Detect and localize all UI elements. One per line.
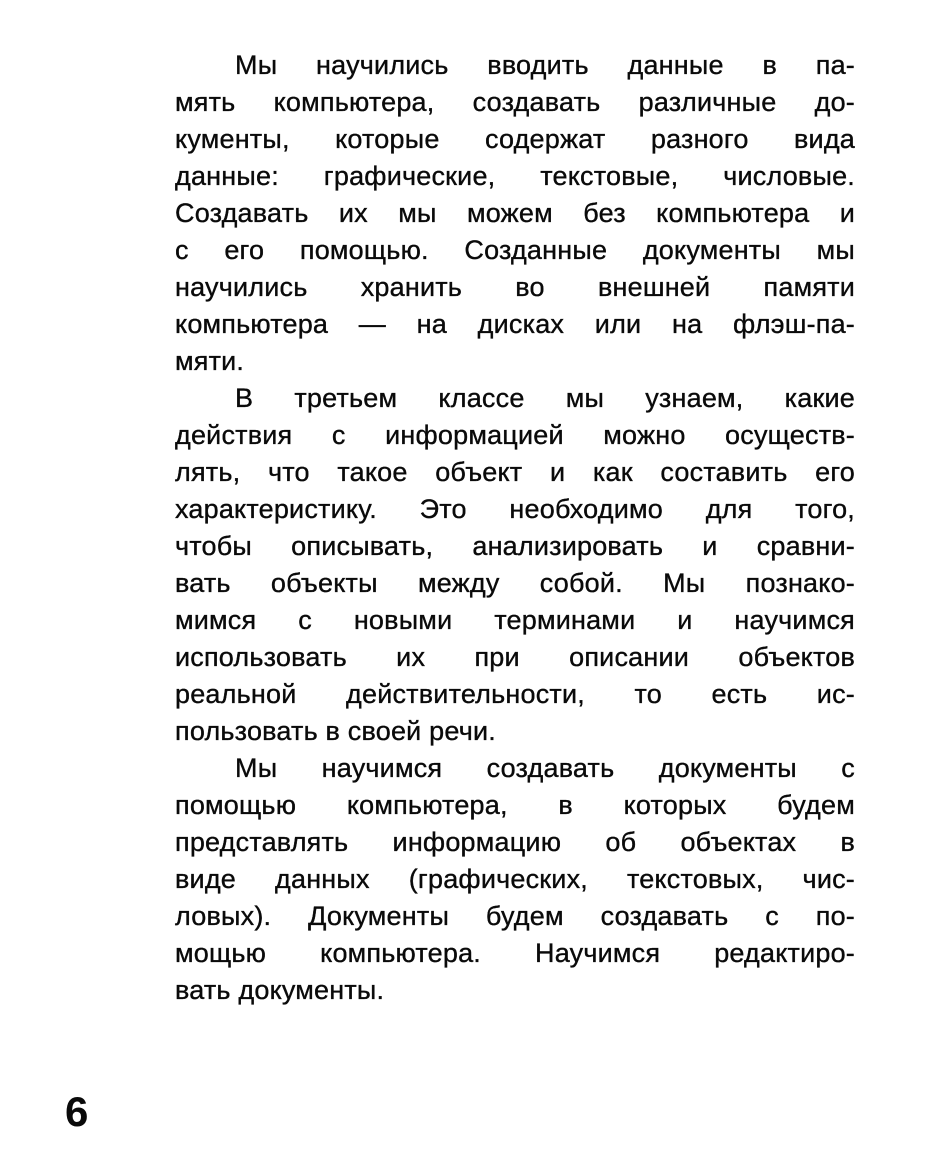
text-line: использовать их при описании объектов	[175, 642, 855, 672]
text-line: с его помощью. Созданные документы мы	[175, 235, 855, 265]
text-line: В третьем классе мы узнаем, какие	[235, 383, 855, 413]
text-line: действия с информацией можно осуществ-	[175, 420, 855, 450]
text-line: Мы научимся создавать документы с	[235, 753, 855, 783]
paragraph-2	[175, 380, 855, 750]
text-line: мимся с новыми терминами и научимся	[175, 605, 855, 635]
text-line: представлять информацию об объектах в	[175, 827, 855, 857]
text-line: кументы, которые содержат разного вида	[175, 124, 855, 154]
text-line: помощью компьютера, в которых будем	[175, 790, 855, 820]
paragraph-1	[175, 47, 855, 380]
body-text	[175, 47, 855, 1009]
text-line: Создавать их мы можем без компьютера и	[175, 198, 855, 228]
text-line: пользовать в своей речи.	[175, 716, 496, 746]
text-line: научились хранить во внешней памяти	[175, 272, 855, 302]
text-line: чтобы описывать, анализировать и сравни-	[175, 531, 855, 561]
text-line: реальной действительности, то есть ис-	[175, 679, 855, 709]
text-line: данные: графические, текстовые, числовые.	[175, 161, 855, 191]
text-line: мяти.	[175, 346, 245, 376]
text-line: вать объекты между собой. Мы познако-	[175, 568, 855, 598]
text-line: мощью компьютера. Научимся редактиро-	[175, 938, 855, 968]
text-line: компьютера — на дисках или на флэш-па-	[175, 309, 855, 339]
text-line: виде данных (графических, текстовых, чис-	[175, 864, 855, 894]
text-line: характеристику. Это необходимо для того,	[175, 494, 855, 524]
paragraph-3	[175, 750, 855, 1009]
text-line: вать документы.	[175, 975, 385, 1005]
page-number: 6	[65, 1088, 89, 1135]
text-line: ловых). Документы будем создавать с по-	[175, 901, 855, 931]
text-line: Мы научились вводить данные в па-	[235, 50, 855, 80]
text-line: мять компьютера, создавать различные до-	[175, 87, 855, 117]
text-line: лять, что такое объект и как составить его	[175, 457, 855, 487]
